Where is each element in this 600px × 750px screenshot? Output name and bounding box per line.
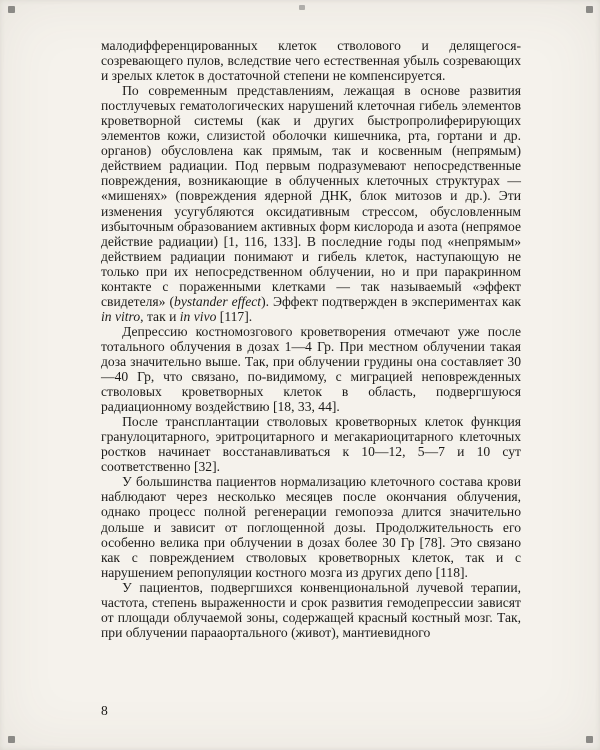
paragraph-normalization: У большинства пациентов нормализацию клеточного состава крови наблюдают через несколько месяцев после окончания облучения, однако процесс полной регенерации гемопоэза длится значительно дольше и зависит от поглощенной дозы. Продолжительность его особенно велика при облучении в дозах более 30 Гр [78]. Это связано как с повреждением стволовых кроветворных клеток, так и с нарушением репопуляции костного мозга из других депо [118]. xyxy=(101,474,521,580)
scan-artifact xyxy=(586,736,593,743)
paragraph-marrow-depression: Депрессию костномозгового кроветворения отмечают уже после тотального облучения в дозах 1—4 Гр. При местном облучении такая доза значительно выше. Так, при облучении грудины она составляет 30—40 Гр, что связано, по-видимому, с миграцией неповрежденных стволовых кроветворных клеток в область, подвергшуюся радиационному воздействию [18, 33, 44]. xyxy=(101,323,521,415)
scan-artifact xyxy=(586,6,593,13)
paragraph-conventional-therapy: У пациентов, подвергшихся конвенциональной лучевой терапии, частота, степень выраженности и срок развития гемодепрессии зависят от площади облучаемой зоны, содержащей красный костный мозг. Так, при облучении парааортального (живот), мантиевидного xyxy=(101,579,521,640)
scan-artifact xyxy=(8,6,15,13)
scan-artifact xyxy=(299,5,305,10)
paragraph-continuation: малодифференцированных клеток стволового и делящегося-созревающего пулов, вследствие чего естественная убыль созревающих и зрелых клеток в достаточной степени не компенсируется. xyxy=(101,38,521,84)
paragraph-transplantation: После трансплантации стволовых кроветворных клеток функция гранулоцитарного, эритроцитарного и мегакариоцитарного клеточных ростков начинает восстанавливаться к 10—12, 5—7 и 10 сут соответственно [32]. xyxy=(101,414,521,475)
scan-artifact xyxy=(8,736,15,743)
page-text xyxy=(101,38,521,640)
paragraph-radiation-mechanisms: По современным представлениям, лежащая в основе развития постлучевых гематологических нарушений клеточная гибель элементов кроветворной системы (как и других быстропролиферирующих элементов кожи, слизистой оболочки кишечника, рта, гортани и др. органов) обусловлена как прямым, так и косвенным (непрямым) действием радиации. Под первым подразумевают непосредственные повреждения, возникающие в облученных клеточных структурах — «мишенях» (повреждения ядерной ДНК, блок митозов и др.). Эти изменения усугубляются оксидативным стрессом, обусловленным избыточным образованием активных форм кислорода и азота (непрямое действие радиации) [1, 116, 133]. В последние годы под «непрямым» действием радиации понимают и гибель клеток, наступающую не только при их непосредственном облучении, но и при паракринном контакте с пораженными клетками — так называемый «эффект свидетеля» (bystander effect). Эффект подтвержден в экспериментах как in vitro, так и in vivo [117]. xyxy=(101,83,521,324)
page-number: 8 xyxy=(101,703,108,718)
